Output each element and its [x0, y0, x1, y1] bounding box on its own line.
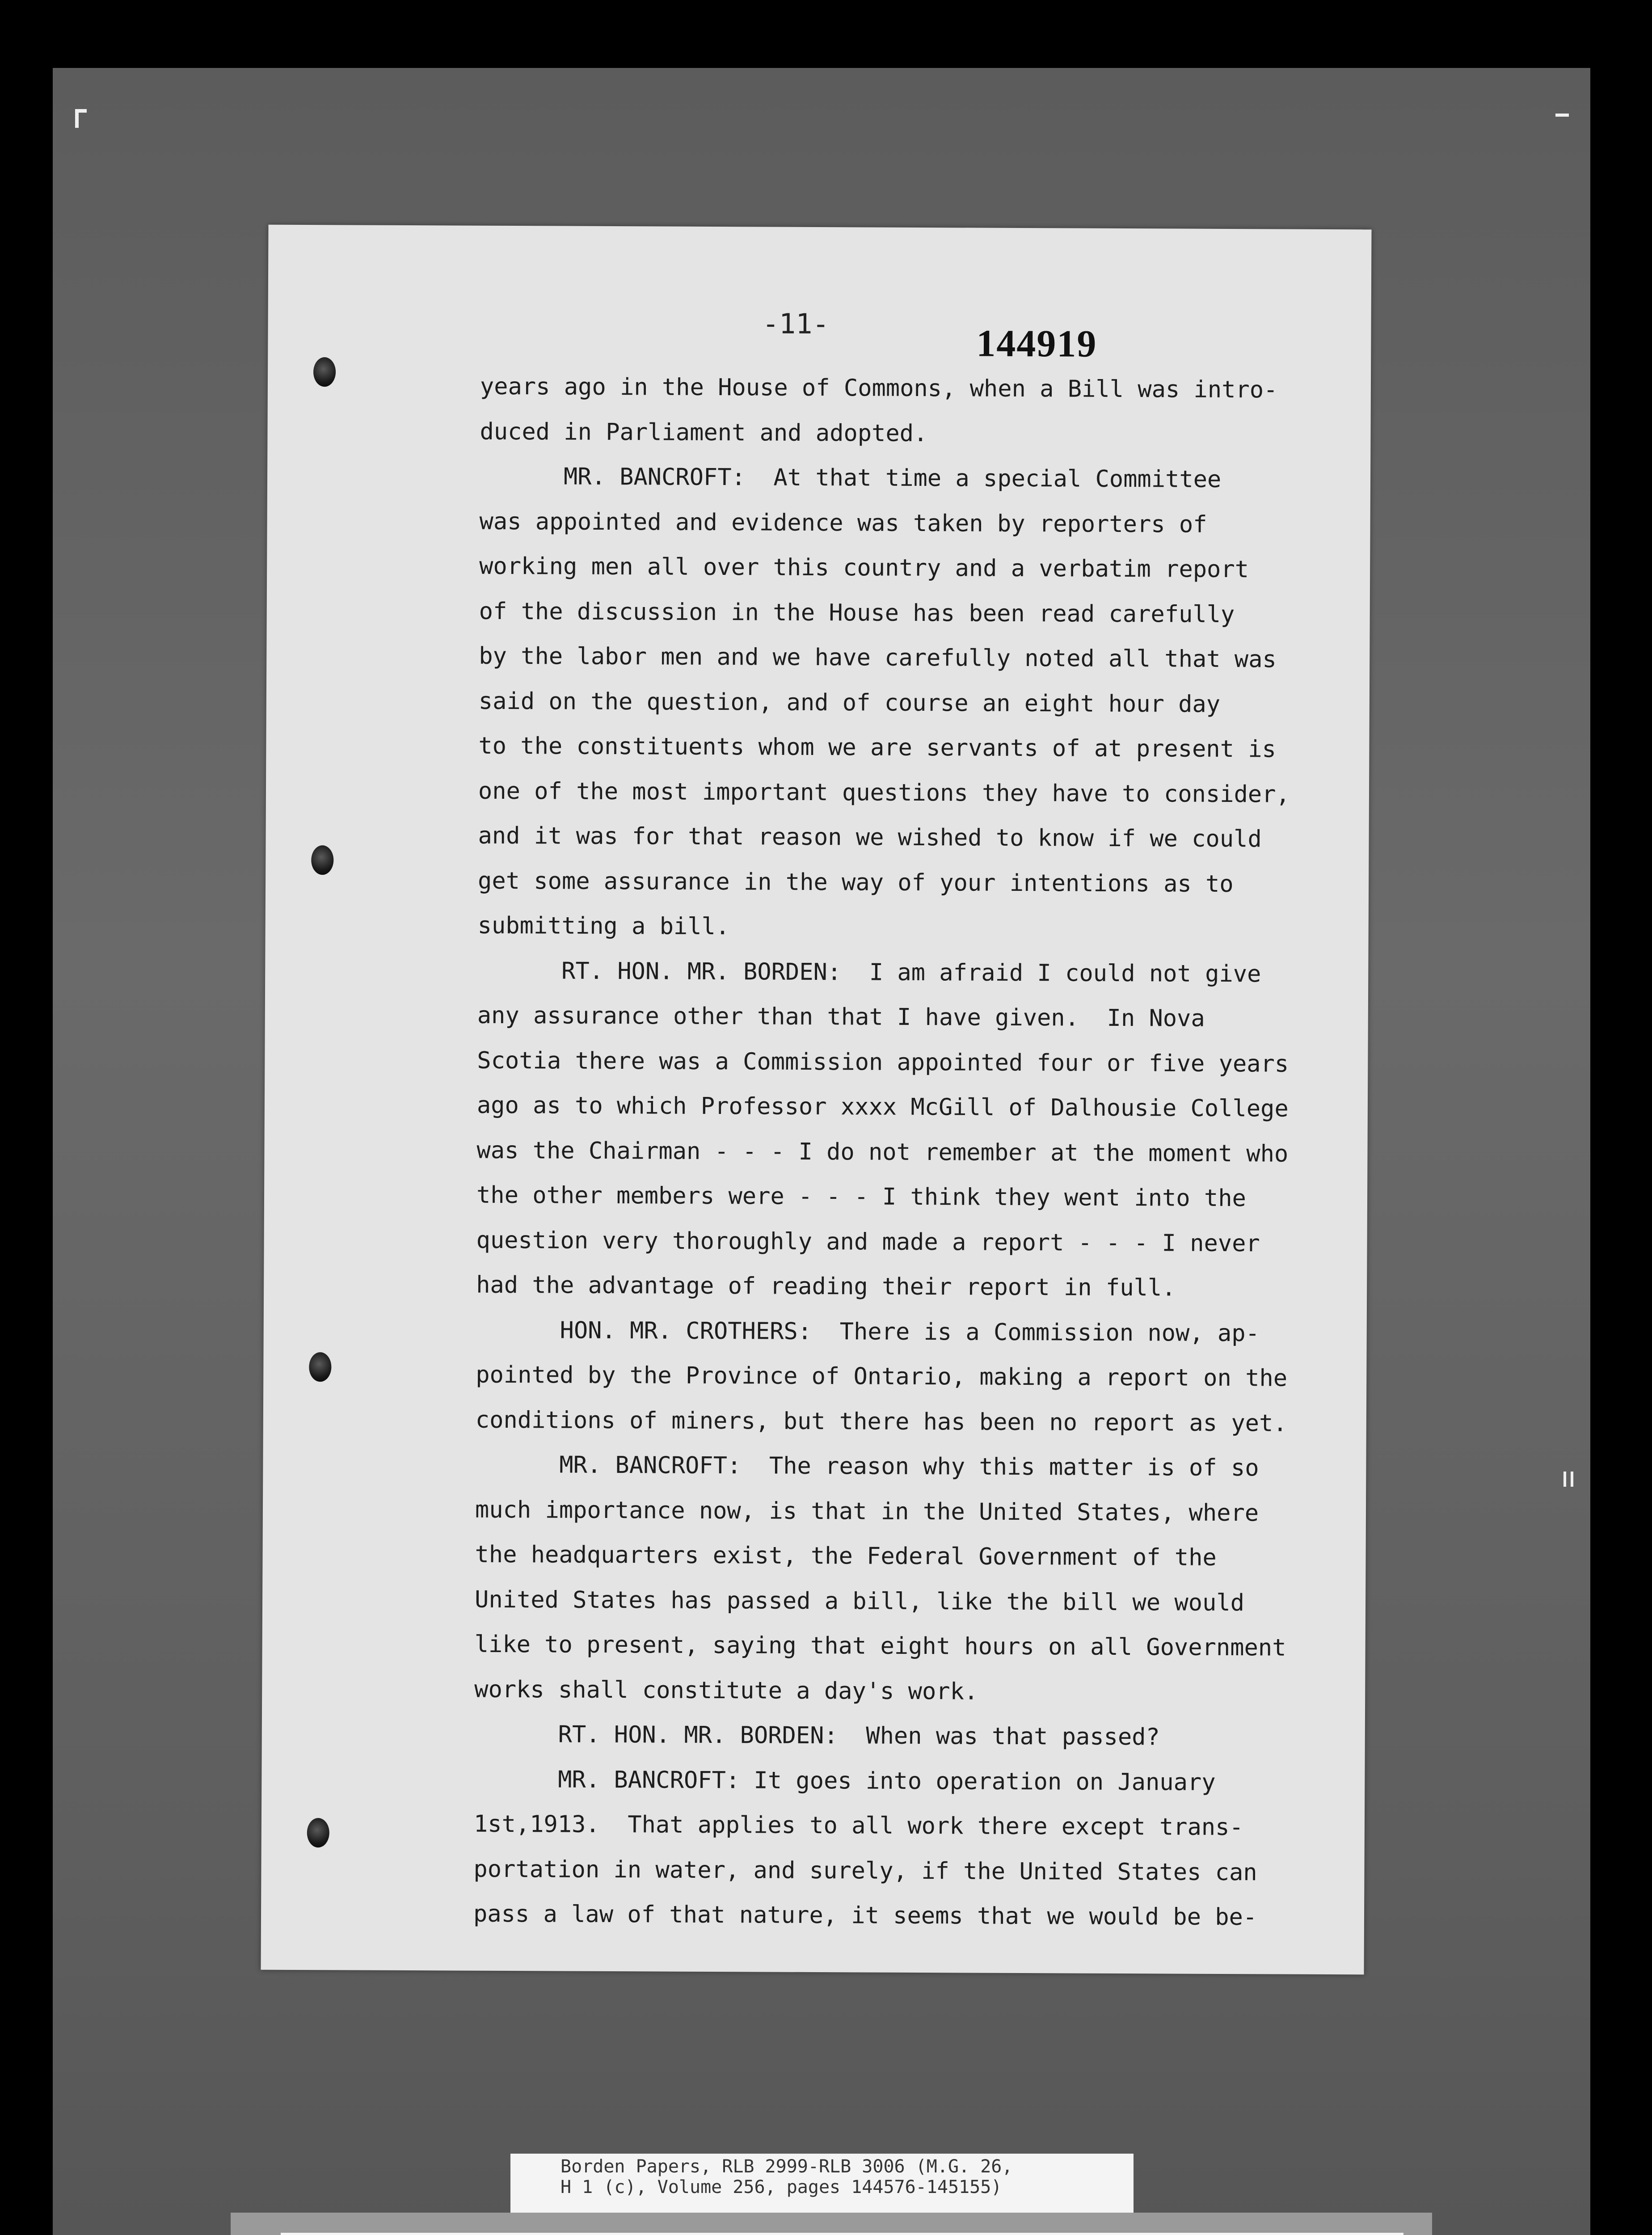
document-line: was appointed and evidence was taken by reporters of [479, 508, 1207, 538]
document-line: duced in Parliament and adopted. [480, 418, 928, 447]
document-line: one of the most important questions they have to consider, [478, 777, 1290, 808]
document-line: the other members were - - - I think they went into the [476, 1181, 1247, 1212]
archives-card [281, 2233, 1403, 2235]
document-line: portation in water, and surely, if the United States can [473, 1855, 1257, 1886]
citation-label [510, 2154, 1134, 2218]
document-line: get some assurance in the way of your intentions as to [477, 867, 1234, 898]
tape-backing [231, 2213, 1432, 2235]
document-line: Scotia there was a Commission appointed four or five years [477, 1047, 1289, 1078]
document-line: like to present, saying that eight hours on all Government [474, 1631, 1286, 1661]
document-line: ago as to which Professor xxxx McGill of Dalhousie College [476, 1092, 1289, 1122]
punch-hole [311, 845, 333, 875]
film-edge-mark [1571, 1472, 1573, 1487]
document-line: of the discussion in the House has been read carefully [479, 598, 1235, 628]
document-line: pointed by the Province of Ontario, making a report on the [476, 1361, 1288, 1392]
page-number: -11- [762, 307, 830, 341]
film-edge-mark [1555, 114, 1569, 117]
punch-hole [307, 1818, 329, 1847]
document-line: United States has passed a bill, like the bill we would [474, 1586, 1245, 1616]
document-line: and it was for that reason we wished to know if we could [478, 822, 1262, 853]
document-line: by the labor men and we have carefully noted all that was [479, 642, 1277, 673]
document-line: the headquarters exist, the Federal Government of the [475, 1541, 1217, 1571]
document-line: 1st,1913. That applies to all work there except trans- [473, 1810, 1243, 1841]
punch-hole [309, 1352, 331, 1382]
citation-line: H 1 (c), Volume 256, pages 144576-145155) [560, 2177, 1002, 2197]
document-line: RT. HON. MR. BORDEN: When was that passed? [474, 1721, 1160, 1751]
document-line: pass a law of that nature, it seems that we would be be- [473, 1900, 1257, 1931]
film-corner-mark [75, 109, 87, 113]
typed-body-text [473, 364, 1329, 1940]
document-line: much importance now, is that in the United States, where [475, 1496, 1259, 1527]
document-line: submitting a bill. [477, 912, 730, 940]
film-edge-mark [1564, 1472, 1566, 1487]
document-line: MR. BANCROFT: It goes into operation on January [474, 1766, 1216, 1796]
document-line: years ago in the House of Commons, when a Bill was intro- [480, 373, 1278, 404]
document-line: MR. BANCROFT: At that time a special Committee [479, 463, 1222, 493]
document-line: any assurance other than that I have given. In Nova [477, 1002, 1205, 1032]
document-stamp-number: 144919 [976, 321, 1097, 365]
document-line: HON. MR. CROTHERS: There is a Commission now, ap- [476, 1316, 1260, 1347]
document-line: was the Chairman - - - I do not remember at the moment who [476, 1137, 1289, 1168]
document-line: question very thoroughly and made a report - - - I never [476, 1227, 1260, 1257]
document-line: had the advantage of reading their report in full. [476, 1271, 1176, 1302]
punch-hole [313, 357, 336, 387]
typed-document-page [261, 225, 1371, 1975]
document-line: conditions of miners, but there has been no report as yet. [475, 1406, 1287, 1437]
citation-line: Borden Papers, RLB 2999-RLB 3006 (M.G. 26, [560, 2156, 1013, 2177]
document-line: MR. BANCROFT: The reason why this matter is of so [475, 1451, 1259, 1482]
document-line: RT. HON. MR. BORDEN: I am afraid I could not give [477, 957, 1261, 987]
document-line: working men all over this country and a verbatim report [479, 552, 1249, 583]
document-line: said on the question, and of course an eight hour day [478, 687, 1221, 718]
document-line: works shall constitute a day's work. [474, 1676, 978, 1705]
document-line: to the constituents whom we are servants of at present is [478, 732, 1277, 763]
